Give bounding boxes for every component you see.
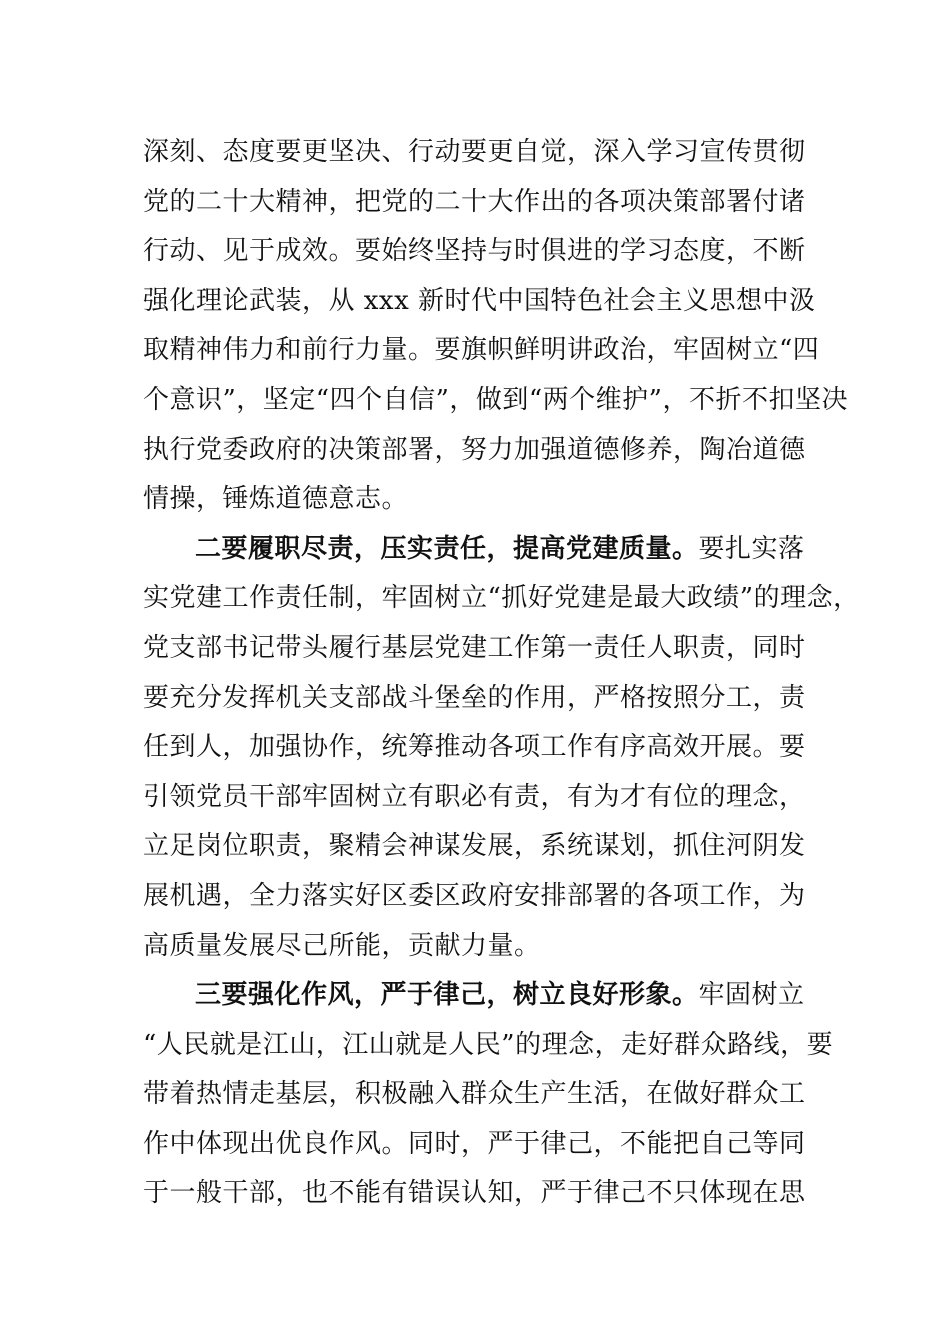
paragraph-1 — [143, 128, 848, 525]
section-heading: 二要履职尽责，压实责任，提高党建质量。 — [195, 533, 699, 564]
text-run: 要扎实落 — [698, 533, 805, 564]
text-line: 实党建工作责任制，牢固树立“抓好党建是最大政绩”的理念， — [143, 583, 860, 614]
text-line: 党支部书记带头履行基层党建工作第一责任人职责，同时 — [143, 632, 806, 663]
text-line: 党的二十大精神，把党的二十大作出的各项决策部署付诸 — [143, 186, 806, 217]
text-line: 带着热情走基层，积极融入群众生产生活，在做好群众工 — [143, 1079, 806, 1110]
text-line: “人民就是江山，江山就是人民”的理念，走好群众路线，要 — [143, 1029, 834, 1060]
text-line: 个意识”，坚定“四个自信”，做到“两个维护”，不折不扣坚决 — [143, 384, 848, 415]
text-line: 执行党委政府的决策部署，努力加强道德修养，陶冶道德 — [143, 434, 806, 465]
text-line: 引领党员干部牢固树立有职必有责，有为才有位的理念， — [143, 781, 806, 812]
text-line: 情操，锤炼道德意志。 — [143, 484, 409, 515]
text-line: 高质量发展尽己所能，贡献力量。 — [143, 930, 541, 961]
text-line: 深刻、态度要更坚决、行动要更自觉，深入学习宣传贯彻 — [143, 137, 806, 167]
document-body — [143, 128, 860, 1219]
section-heading: 三要强化作风，严于律己，树立良好形象。 — [195, 980, 699, 1011]
paragraph-first-line — [143, 525, 843, 575]
text-line: 立足岗位职责，聚精会神谋发展，系统谋划，抓住河阴发 — [143, 831, 806, 862]
text-line: 取精神伟力和前行力量。要旗帜鲜明讲政治，牢固树立“四 — [143, 335, 820, 366]
text-line: 于一般干部，也不能有错误认知，严于律己不只体现在思 — [143, 1178, 806, 1209]
paragraph-first-line — [143, 971, 843, 1021]
text-line: 行动、见于成效。要始终坚持与时俱进的学习态度，不断 — [143, 236, 806, 267]
text-line: 任到人，加强协作，统筹推动各项工作有序高效开展。要 — [143, 732, 806, 763]
paragraph-2 — [143, 525, 860, 971]
text-line: 要充分发挥机关支部战斗堡垒的作用，严格按照分工，责 — [143, 682, 806, 713]
text-run: 牢固树立 — [698, 980, 805, 1011]
text-line: 展机遇，全力落实好区委区政府安排部署的各项工作，为 — [143, 880, 806, 911]
text-line: 强化理论武装，从 xxx 新时代中国特色社会主义思想中汲 — [143, 285, 816, 316]
paragraph-3 — [143, 971, 843, 1219]
text-line: 作中体现出优良作风。同时，严于律己，不能把自己等同 — [143, 1128, 806, 1159]
